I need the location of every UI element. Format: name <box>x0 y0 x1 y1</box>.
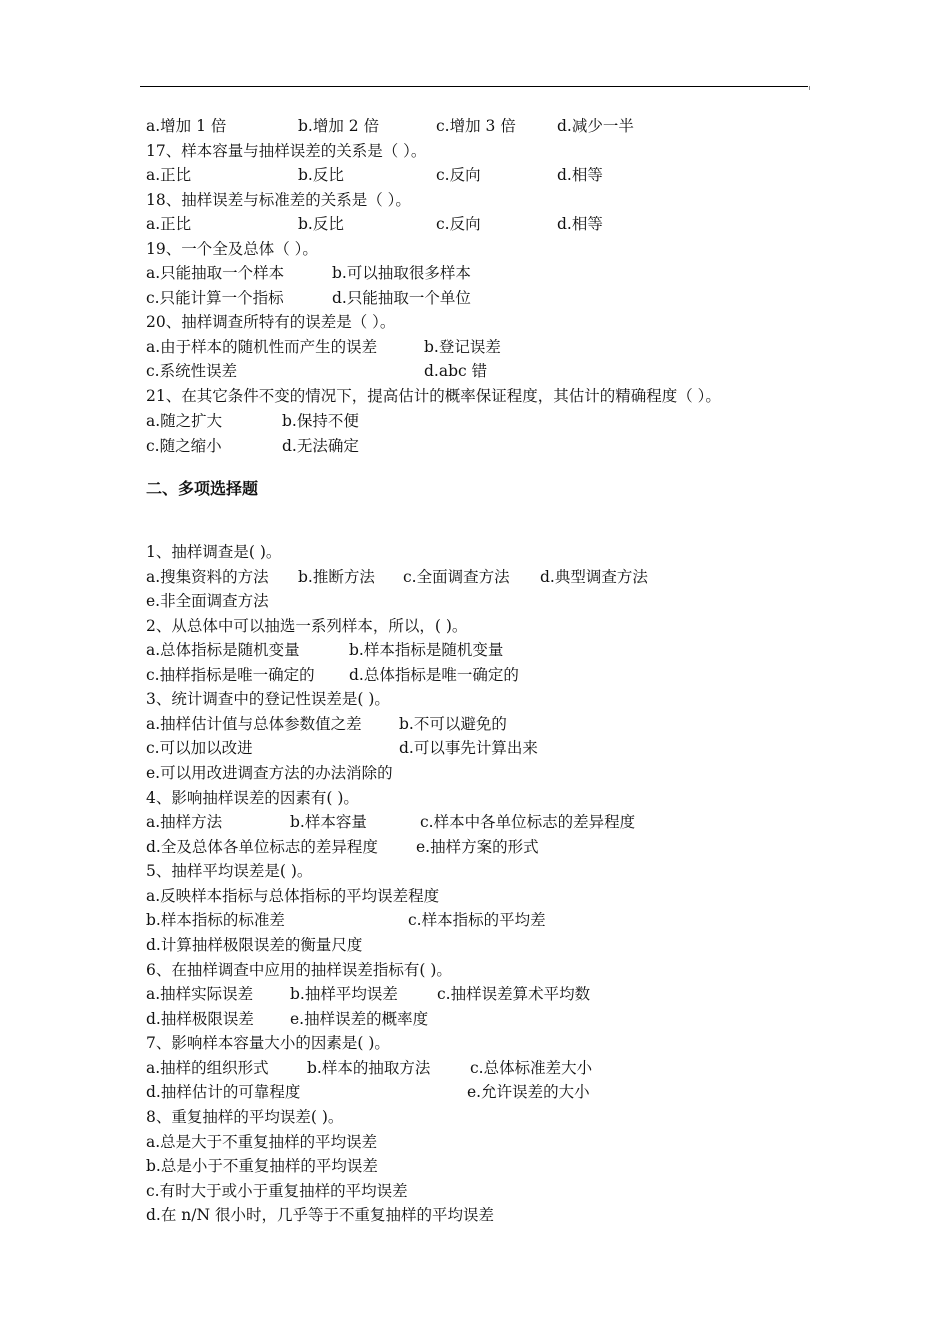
mq1-option-d: d.典型调查方法 <box>540 568 648 586</box>
mq8-option-a: a.总是大于不重复抽样的平均误差 <box>146 1133 378 1151</box>
mq6-option-d: d.抽样极限误差 <box>146 1010 254 1028</box>
mq2-option-c: c.抽样指标是唯一确定的 <box>146 666 315 684</box>
mq5-option-b: b.样本指标的标准差 <box>146 911 285 929</box>
q16-option-a: a.增加 1 倍 <box>146 117 227 135</box>
mq2-option-b: b.样本指标是随机变量 <box>349 641 504 659</box>
mq4-option-c: c.样本中各单位标志的差异程度 <box>420 813 636 831</box>
mq8-option-b: b.总是小于不重复抽样的平均误差 <box>146 1157 378 1175</box>
mq2-option-d: d.总体指标是唯一确定的 <box>349 666 519 684</box>
mq8-question: 8、重复抽样的平均误差( )。 <box>146 1108 344 1126</box>
q21-option-c: c.随之缩小 <box>146 437 222 455</box>
mq5-question: 5、抽样平均误差是( )。 <box>146 862 313 880</box>
q18-option-a: a.正比 <box>146 215 192 233</box>
q20-question: 20、抽样调查所特有的误差是（ ）。 <box>146 313 396 331</box>
q18-option-d: d.相等 <box>557 215 603 233</box>
q16-option-b: b.增加 2 倍 <box>298 117 380 135</box>
mq6-option-b: b.抽样平均误差 <box>290 985 398 1003</box>
q21-option-a: a.随之扩大 <box>146 412 223 430</box>
q17-option-d: d.相等 <box>557 166 603 184</box>
q16-option-d: d.减少一半 <box>557 117 634 135</box>
mq1-option-b: b.推断方法 <box>298 568 375 586</box>
mq8-option-c: c.有时大于或小于重复抽样的平均误差 <box>146 1182 408 1200</box>
q20-option-c: c.系统性误差 <box>146 362 238 380</box>
mq6-option-c: c.抽样误差算术平均数 <box>437 985 591 1003</box>
q21-question: 21、在其它条件不变的情况下，提高估计的概率保证程度，其估计的精确程度（ ）。 <box>146 387 721 405</box>
mq6-option-a: a.抽样实际误差 <box>146 985 254 1003</box>
mq4-option-a: a.抽样方法 <box>146 813 223 831</box>
mq3-option-a: a.抽样估计值与总体参数值之差 <box>146 715 362 733</box>
q18-question: 18、抽样误差与标准差的关系是（ ）。 <box>146 191 411 209</box>
q17-question: 17、样本容量与抽样误差的关系是（ ）。 <box>146 142 427 160</box>
q19-option-a: a.只能抽取一个样本 <box>146 264 285 282</box>
q16-option-c: c.增加 3 倍 <box>436 117 516 135</box>
q17-option-b: b.反比 <box>298 166 344 184</box>
q18-option-c: c.反向 <box>436 215 481 233</box>
q19-option-c: c.只能计算一个指标 <box>146 289 284 307</box>
mq3-option-c: c.可以加以改进 <box>146 739 253 757</box>
mq4-question: 4、影响抽样误差的因素有( )。 <box>146 789 359 807</box>
q17-option-a: a.正比 <box>146 166 192 184</box>
mq7-option-b: b.样本的抽取方法 <box>307 1059 431 1077</box>
mq5-option-d: d.计算抽样极限误差的衡量尺度 <box>146 936 363 954</box>
mq3-question: 3、统计调查中的登记性误差是( )。 <box>146 690 390 708</box>
q21-option-b: b.保持不便 <box>282 412 359 430</box>
q19-question: 19、一个全及总体（ ）。 <box>146 240 318 258</box>
mq1-option-a: a.搜集资料的方法 <box>146 568 269 586</box>
mq3-option-e: e.可以用改进调查方法的办法消除的 <box>146 764 393 782</box>
mq7-question: 7、影响样本容量大小的因素是( )。 <box>146 1034 390 1052</box>
mq7-option-c: c.总体标准差大小 <box>470 1059 593 1077</box>
q20-option-d: d.abc 错 <box>424 362 488 380</box>
mq1-option-e: e.非全面调查方法 <box>146 592 269 610</box>
q19-option-d: d.只能抽取一个单位 <box>332 289 471 307</box>
mq4-option-b: b.样本容量 <box>290 813 367 831</box>
mq5-option-c: c.样本指标的平均差 <box>408 911 546 929</box>
header-rule <box>140 86 808 87</box>
mq4-option-d: d.全及总体各单位标志的差异程度 <box>146 838 378 856</box>
mq7-option-e: e.允许误差的大小 <box>467 1083 590 1101</box>
mq8-option-d: d.在 n/N 很小时，几乎等于不重复抽样的平均误差 <box>146 1206 494 1224</box>
q20-option-b: b.登记误差 <box>424 338 501 356</box>
q21-option-d: d.无法确定 <box>282 437 359 455</box>
mq1-option-c: c.全面调查方法 <box>403 568 510 586</box>
mq2-option-a: a.总体指标是随机变量 <box>146 641 300 659</box>
mq7-option-d: d.抽样估计的可靠程度 <box>146 1083 301 1101</box>
q19-option-b: b.可以抽取很多样本 <box>332 264 471 282</box>
header-rule-mark <box>809 86 810 90</box>
section-heading-multiple-choice: 二、多项选择题 <box>146 479 259 498</box>
mq3-option-b: b.不可以避免的 <box>399 715 507 733</box>
mq1-question: 1、抽样调查是( )。 <box>146 543 282 561</box>
q17-option-c: c.反向 <box>436 166 481 184</box>
mq2-question: 2、从总体中可以抽选一系列样本，所以，( )。 <box>146 617 468 635</box>
mq6-question: 6、在抽样调查中应用的抽样误差指标有( )。 <box>146 961 452 979</box>
mq4-option-e: e.抽样方案的形式 <box>416 838 539 856</box>
mq3-option-d: d.可以事先计算出来 <box>399 739 538 757</box>
q20-option-a: a.由于样本的随机性而产生的误差 <box>146 338 378 356</box>
mq5-option-a: a.反映样本指标与总体指标的平均误差程度 <box>146 887 440 905</box>
mq7-option-a: a.抽样的组织形式 <box>146 1059 269 1077</box>
q18-option-b: b.反比 <box>298 215 344 233</box>
mq6-option-e: e.抽样误差的概率度 <box>290 1010 429 1028</box>
